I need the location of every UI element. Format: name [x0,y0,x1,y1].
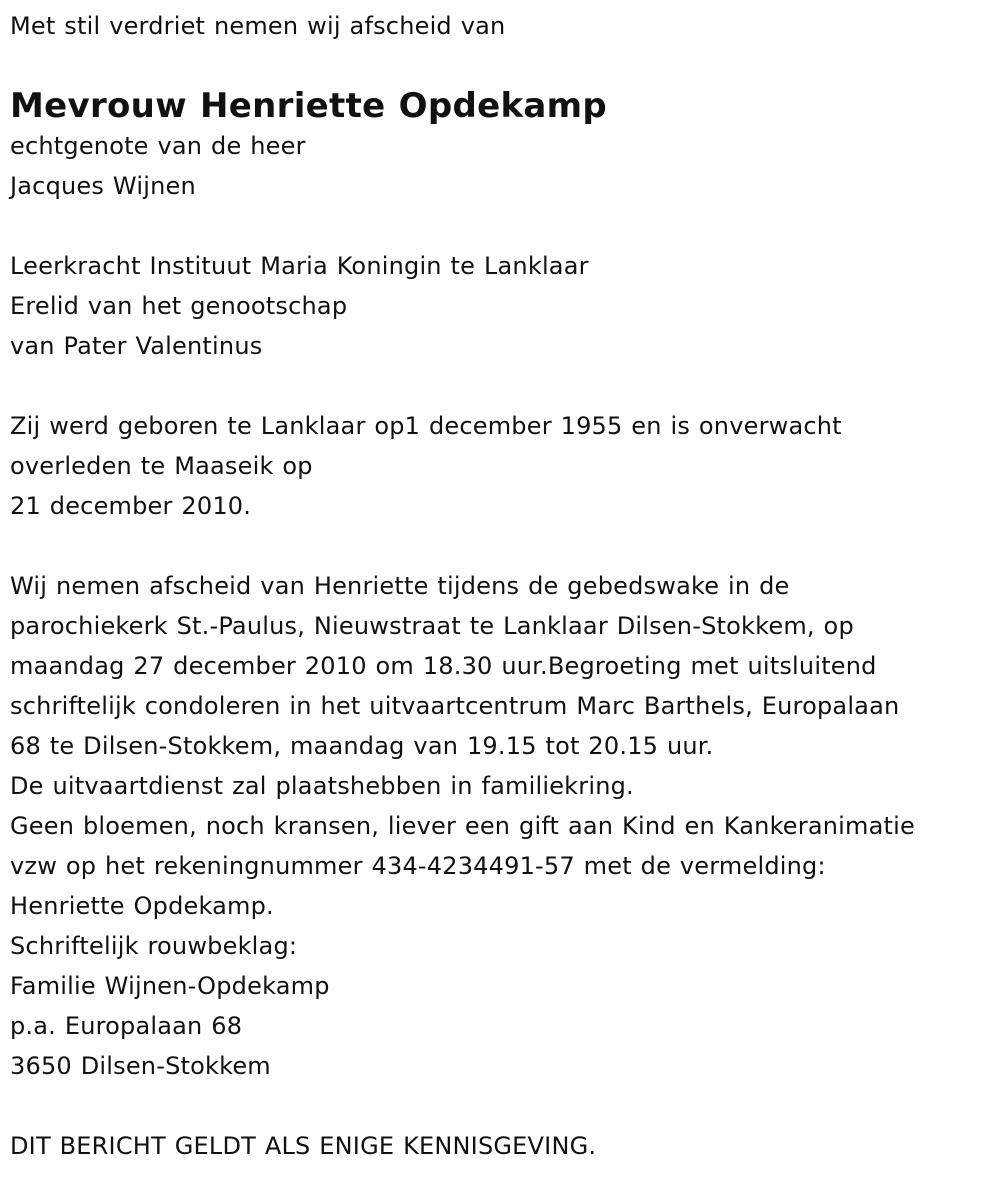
birth-death-line: overleden te Maaseik op [10,452,313,480]
intro-text: Met stil verdriet nemen wij afscheid van [10,12,506,40]
title-line: van Pater Valentinus [10,332,263,360]
spouse-line: echtgenote van de heer [10,132,306,160]
spacer [10,46,995,86]
birth-death-line: 21 december 2010. [10,492,252,520]
funeral-line: p.a. Europalaan 68 [10,1012,243,1040]
funeral-line: Schriftelijk rouwbeklag: [10,932,298,960]
funeral-line: 3650 Dilsen-Stokkem [10,1052,271,1080]
funeral-line: Wij nemen afscheid van Henriette tijdens de gebedswake in de [10,572,790,600]
funeral-line: maandag 27 december 2010 om 18.30 uur.Begroeting met uitsluitend [10,652,877,680]
funeral-line: parochiekerk St.-Paulus, Nieuwstraat te Lanklaar Dilsen-Stokkem, op [10,612,854,640]
title-line: Erelid van het genootschap [10,292,348,320]
title-line: Leerkracht Instituut Maria Koningin te Lanklaar [10,252,589,280]
funeral-line: Geen bloemen, noch kransen, liever een gift aan Kind en Kankeranimatie [10,812,915,840]
spouse-line: Jacques Wijnen [10,172,196,200]
funeral-line: vzw op het rekeningnummer 434-4234491-57 met de vermelding: [10,852,826,880]
funeral-line: Henriette Opdekamp. [10,892,274,920]
spacer [10,1086,995,1126]
death-notice [10,6,995,1166]
birth-death-line: Zij werd geboren te Lanklaar op1 december 1955 en is onverwacht [10,412,842,440]
funeral-line: 68 te Dilsen-Stokkem, maandag van 19.15 tot 20.15 uur. [10,732,714,760]
funeral-line: schriftelijk condoleren in het uitvaartcentrum Marc Barthels, Europalaan [10,692,900,720]
funeral-line: De uitvaartdienst zal plaatshebben in familiekring. [10,772,634,800]
closing-statement: DIT BERICHT GELDT ALS ENIGE KENNISGEVING. [10,1132,597,1160]
deceased-name: Mevrouw Henriette Opdekamp [10,86,607,126]
spacer [10,206,995,246]
spacer [10,526,995,566]
spacer [10,366,995,406]
funeral-line: Familie Wijnen-Opdekamp [10,972,330,1000]
